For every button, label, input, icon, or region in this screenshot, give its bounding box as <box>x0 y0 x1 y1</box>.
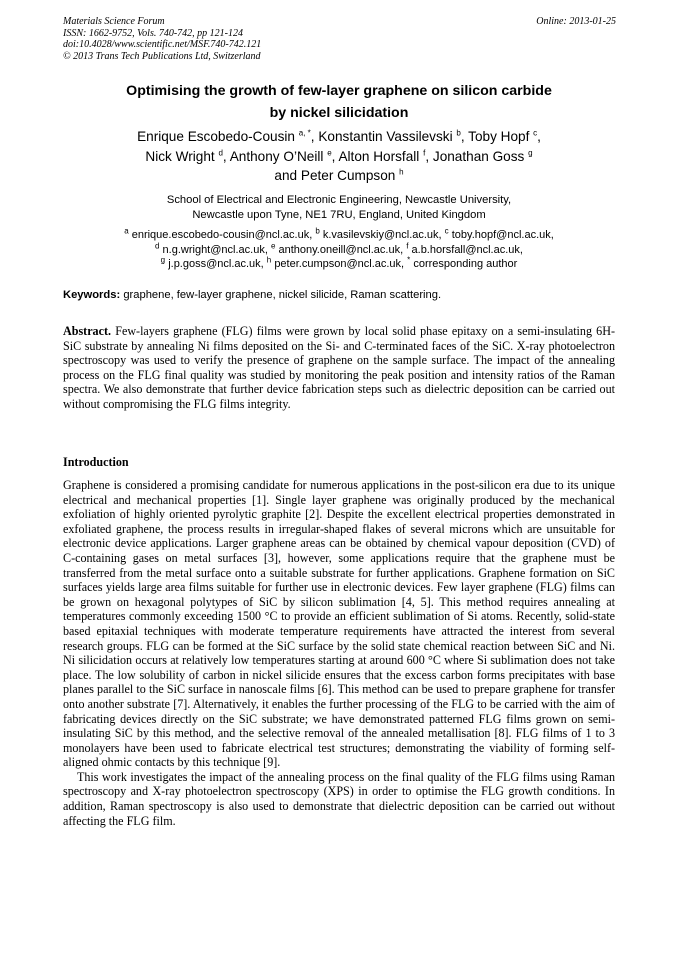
author-sup: h <box>399 167 404 177</box>
affiliation-line-2: Newcastle upon Tyne, NE1 7RU, England, United Kingdom <box>192 208 486 221</box>
issn-line: ISSN: 1662-9752, Vols. 740-742, pp 121-124 <box>63 27 243 39</box>
email-address: corresponding author <box>413 258 518 270</box>
author-name: Jonathan Goss <box>432 148 525 164</box>
author-sup: d <box>218 147 223 157</box>
author-name: Alton Horsfall <box>338 148 420 164</box>
author-name: and Peter Cumpson <box>274 168 396 183</box>
email-sup: h <box>266 255 272 265</box>
email-sup: * <box>407 255 411 265</box>
author-sup: g <box>528 147 533 157</box>
title-line-1: Optimising the growth of few-layer graphene on silicon carbide <box>126 83 552 99</box>
keywords <box>63 288 623 302</box>
author-sep: , <box>310 129 319 144</box>
email-line-3 <box>40 257 638 272</box>
affiliation-line-1: School of Electrical and Electronic Engineering, Newcastle University, <box>166 194 512 206</box>
online-date: Online: 2013-01-25 <box>536 16 616 27</box>
email-address: k.vasilevskiy@ncl.ac.uk, <box>322 229 442 241</box>
author-name: Nick Wright <box>145 148 215 164</box>
email-address: a.b.horsfall@ncl.ac.uk, <box>411 243 523 256</box>
author-list <box>40 127 638 186</box>
author-sep: , <box>222 148 230 164</box>
author-sep: , <box>425 148 433 164</box>
email-sup: f <box>406 240 409 250</box>
author-sup: c <box>533 128 538 138</box>
author-name: Konstantin Vassilevski <box>318 129 453 144</box>
email-address: enrique.escobedo-cousin@ncl.ac.uk, <box>131 229 313 241</box>
author-line-1 <box>40 127 638 147</box>
email-address: peter.cumpson@ncl.ac.uk, <box>274 258 405 270</box>
author-name: Enrique Escobedo-Cousin <box>137 129 295 144</box>
introduction-body <box>63 478 615 828</box>
email-list <box>40 228 638 272</box>
email-sup: d <box>155 240 160 250</box>
email-address: toby.hopf@ncl.ac.uk, <box>451 229 554 241</box>
email-line-2 <box>40 240 638 258</box>
author-line-2 <box>40 147 638 167</box>
introduction-paragraph-2: This work investigates the impact of the annealing process on the final quality of the FLG films using Raman spectroscopy and X-ray photoelectron spectroscopy (XPS) in order to optimise the FLG growth conditions. In addition, Raman spectroscopy is also used to demonstrate that dielectric deposition can be carried out without affecting the FLG film. <box>63 769 615 828</box>
introduction-paragraph-1: Graphene is considered a promising candidate for numerous applications in the post-silicon era due to its unique electrical and mechanical properties [1]. Single layer graphene was originally produced by the mechanical exfoliation of highly oriented pyrolytic graphite [2]. Despite the excellent electrical properties demonstrated in exfoliated graphene, the process results in irregular-shaped flakes of several microns which are unsuitable for electronic device applications. Larger graphene areas can be obtained by chemical vapour deposition (CVD) of C-containing gases on metal surfaces [3], however, some applications require that the graphene must be transferred from the metal surface onto a suitable substrate for further applications. Graphene formation on SiC surfaces yields large area films suitable for further use in electronic devices. Few layer graphene (FLG) films can be grown on hexagonal polytypes of SiC by silicon sublimation [4, 5]. This method requires annealing at temperatures commonly exceeding 1500 °C to provide an efficient sublimation of Si atoms. Recently, solid-state based epitaxial techniques with moderate temperature requirements have attracted the interest from several research groups. FLG can be formed at the SiC surface by the solid state chemical reaction between SiC and Ni. Ni silicidation occurs at relatively low temperatures starting at around 600 °C where Si sublimation does not take place. The low solubility of carbon in nickel silicide ensures that the excess carbon forms precipitates with base planes parallel to the SiC surface in nanoscale films [6]. This method can be used to prepare graphene for transfer onto another substrate [7]. Alternatively, it enables the further processing of the FLG to be carried with the aim of fabricating devices directly on the SiC substrate; we have demonstrated patterned FLG films grown on semi-insulating SiC by this method, and the selective removal of the annealed metallisation [8]. FLG films of 1 to 3 monolayers have been used to fabricate electrical test structures; demonstrating the viability of forming self-aligned ohmic contacts by this technique [9]. <box>63 478 615 770</box>
email-sup: a <box>124 226 129 236</box>
email-sup: b <box>315 226 320 236</box>
author-name: Anthony O’Neill <box>229 148 324 164</box>
section-heading-introduction: Introduction <box>63 455 129 469</box>
author-sep: , <box>331 148 339 164</box>
email-line-1 <box>40 228 638 243</box>
abstract <box>63 324 615 412</box>
author-sup: a, * <box>298 128 311 138</box>
keywords-text: graphene, few-layer graphene, nickel silicide, Raman scattering. <box>123 289 442 301</box>
author-sup: b <box>456 128 461 138</box>
author-sup: f <box>423 147 426 157</box>
paper-title <box>40 80 638 124</box>
author-sup: e <box>327 147 332 157</box>
abstract-label: Abstract. <box>63 324 112 338</box>
keywords-label: Keywords: <box>63 289 121 301</box>
email-sup: e <box>270 240 276 250</box>
journal-header <box>63 16 261 62</box>
author-sep: , <box>537 129 541 144</box>
email-sup: c <box>444 226 449 236</box>
email-address: anthony.oneill@ncl.ac.uk, <box>278 243 404 256</box>
email-address: n.g.wright@ncl.ac.uk, <box>162 243 268 256</box>
affiliation <box>40 193 638 222</box>
author-name: Toby Hopf <box>468 129 530 144</box>
journal-name: Materials Science Forum <box>63 16 165 27</box>
email-address: j.p.goss@ncl.ac.uk, <box>168 258 264 270</box>
copyright-line: © 2013 Trans Tech Publications Ltd, Switzerland <box>63 50 261 62</box>
email-sup: g <box>160 255 166 265</box>
author-line-3 <box>40 166 638 186</box>
title-line-2: by nickel silicidation <box>269 105 409 121</box>
author-sep: , <box>460 129 469 144</box>
doi-line: doi:10.4028/www.scientific.net/MSF.740-742.121 <box>63 39 262 50</box>
abstract-text: Few-layers graphene (FLG) films were grown by local solid phase epitaxy on a semi-insulating 6H-SiC substrate by annealing Ni films deposited on the Si- and C-terminated faces of the SiC. X-ray photoelectron spectroscopy was used to verify the presence of graphene on the sample surface. The impact of the annealing process on the FLG final quality was studied by monitoring the peak position and intensity ratios of the Raman spectra. We also demonstrate that further device fabrication steps such as dielectric deposition can be carried out without compromising the FLG films integrity. <box>63 324 615 411</box>
